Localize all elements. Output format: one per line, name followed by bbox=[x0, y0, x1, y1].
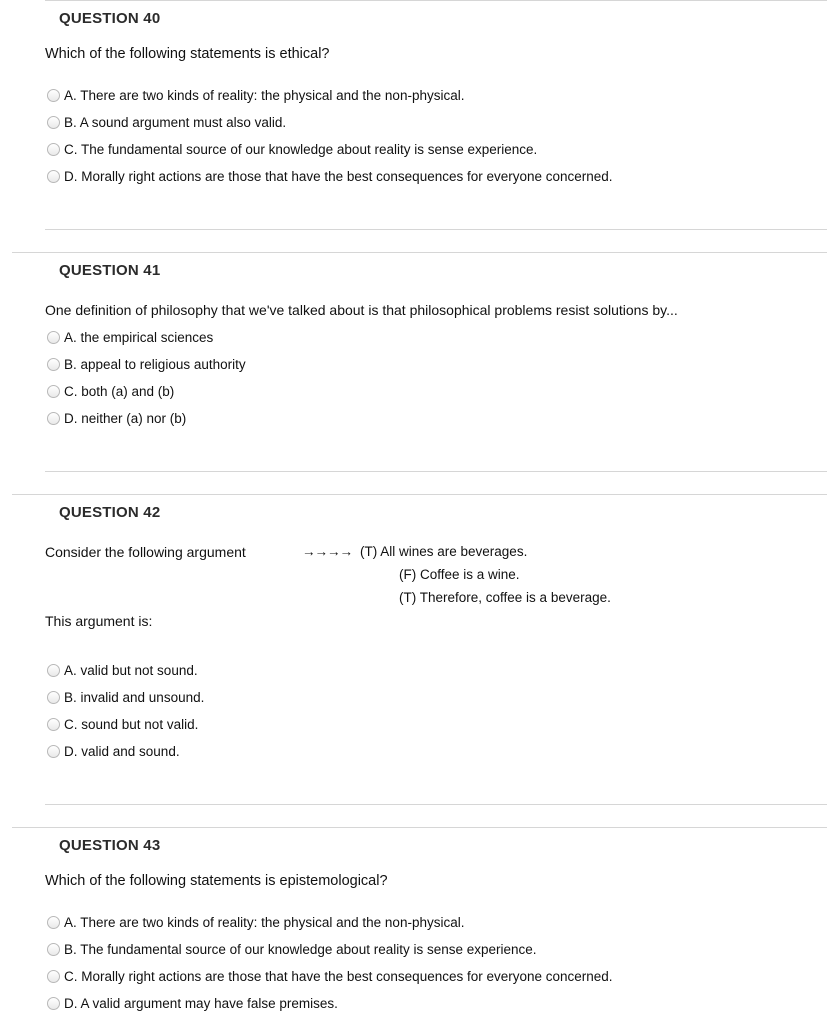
option-label: C. sound but not valid. bbox=[64, 716, 199, 732]
option-label: D. valid and sound. bbox=[64, 743, 180, 759]
radio-button[interactable] bbox=[47, 745, 60, 758]
radio-button[interactable] bbox=[47, 970, 60, 983]
q40-option-c[interactable] bbox=[47, 140, 537, 158]
divider bbox=[12, 827, 827, 828]
q42-option-b[interactable] bbox=[47, 688, 204, 706]
question-41-text: One definition of philosophy that we've talked about is that philosophical problems resist solutions by... bbox=[45, 302, 678, 318]
q41-option-a[interactable] bbox=[47, 328, 213, 346]
option-label: B. invalid and unsound. bbox=[64, 689, 205, 705]
divider bbox=[12, 494, 827, 495]
option-label: B. The fundamental source of our knowledge about reality is sense experience. bbox=[64, 941, 537, 957]
argument-conclusion: (T) Therefore, coffee is a beverage. bbox=[399, 590, 611, 605]
question-43-header: QUESTION 43 bbox=[59, 837, 161, 854]
option-label: A. the empirical sciences bbox=[64, 329, 214, 345]
q41-option-d[interactable] bbox=[47, 409, 186, 427]
radio-button[interactable] bbox=[47, 943, 60, 956]
question-40-text: Which of the following statements is ethical? bbox=[45, 46, 330, 62]
divider bbox=[45, 471, 827, 472]
option-label: D. A valid argument may have false premises. bbox=[64, 995, 338, 1011]
option-label: A. There are two kinds of reality: the physical and the non-physical. bbox=[64, 914, 465, 930]
radio-button[interactable] bbox=[47, 116, 60, 129]
radio-button[interactable] bbox=[47, 358, 60, 371]
question-41-header: QUESTION 41 bbox=[59, 262, 161, 279]
divider bbox=[45, 0, 827, 1]
radio-button[interactable] bbox=[47, 412, 60, 425]
option-label: C. both (a) and (b) bbox=[64, 383, 175, 399]
question-42-intro: Consider the following argument bbox=[45, 544, 246, 560]
q42-option-d[interactable] bbox=[47, 742, 180, 760]
radio-button[interactable] bbox=[47, 331, 60, 344]
divider bbox=[12, 252, 827, 253]
radio-button[interactable] bbox=[47, 691, 60, 704]
radio-button[interactable] bbox=[47, 718, 60, 731]
radio-button[interactable] bbox=[47, 385, 60, 398]
option-label: B. A sound argument must also valid. bbox=[64, 114, 287, 130]
radio-button[interactable] bbox=[47, 997, 60, 1010]
q40-option-d[interactable] bbox=[47, 167, 613, 185]
question-42-header: QUESTION 42 bbox=[59, 504, 161, 521]
argument-premise-1 bbox=[302, 544, 527, 559]
divider bbox=[45, 229, 827, 230]
q41-option-b[interactable] bbox=[47, 355, 246, 373]
option-label: A. There are two kinds of reality: the physical and the non-physical. bbox=[64, 87, 465, 103]
q43-option-c[interactable] bbox=[47, 967, 613, 985]
q40-option-a[interactable] bbox=[47, 86, 464, 104]
radio-button[interactable] bbox=[47, 664, 60, 677]
option-label: A. valid but not sound. bbox=[64, 662, 198, 678]
q41-option-c[interactable] bbox=[47, 382, 174, 400]
option-label: C. Morally right actions are those that have the best consequences for everyone concerned. bbox=[64, 968, 613, 984]
arrow-icons: →→→→ bbox=[302, 544, 352, 559]
question-42-prompt: This argument is: bbox=[45, 613, 153, 629]
q42-option-a[interactable] bbox=[47, 661, 198, 679]
radio-button[interactable] bbox=[47, 170, 60, 183]
argument-premise-2: (F) Coffee is a wine. bbox=[399, 567, 520, 582]
q40-option-b[interactable] bbox=[47, 113, 286, 131]
divider bbox=[45, 804, 827, 805]
option-label: C. The fundamental source of our knowledge about reality is sense experience. bbox=[64, 141, 538, 157]
radio-button[interactable] bbox=[47, 916, 60, 929]
option-label: D. neither (a) nor (b) bbox=[64, 410, 187, 426]
q42-option-c[interactable] bbox=[47, 715, 198, 733]
q43-option-b[interactable] bbox=[47, 940, 537, 958]
question-40-header: QUESTION 40 bbox=[59, 10, 161, 27]
question-43-text: Which of the following statements is epistemological? bbox=[45, 873, 388, 889]
option-label: B. appeal to religious authority bbox=[64, 356, 246, 372]
radio-button[interactable] bbox=[47, 143, 60, 156]
q43-option-d[interactable] bbox=[47, 994, 338, 1012]
option-label: D. Morally right actions are those that have the best consequences for everyone concerned. bbox=[64, 168, 613, 184]
radio-button[interactable] bbox=[47, 89, 60, 102]
q43-option-a[interactable] bbox=[47, 913, 464, 931]
premise-text: (T) All wines are beverages. bbox=[360, 544, 528, 559]
